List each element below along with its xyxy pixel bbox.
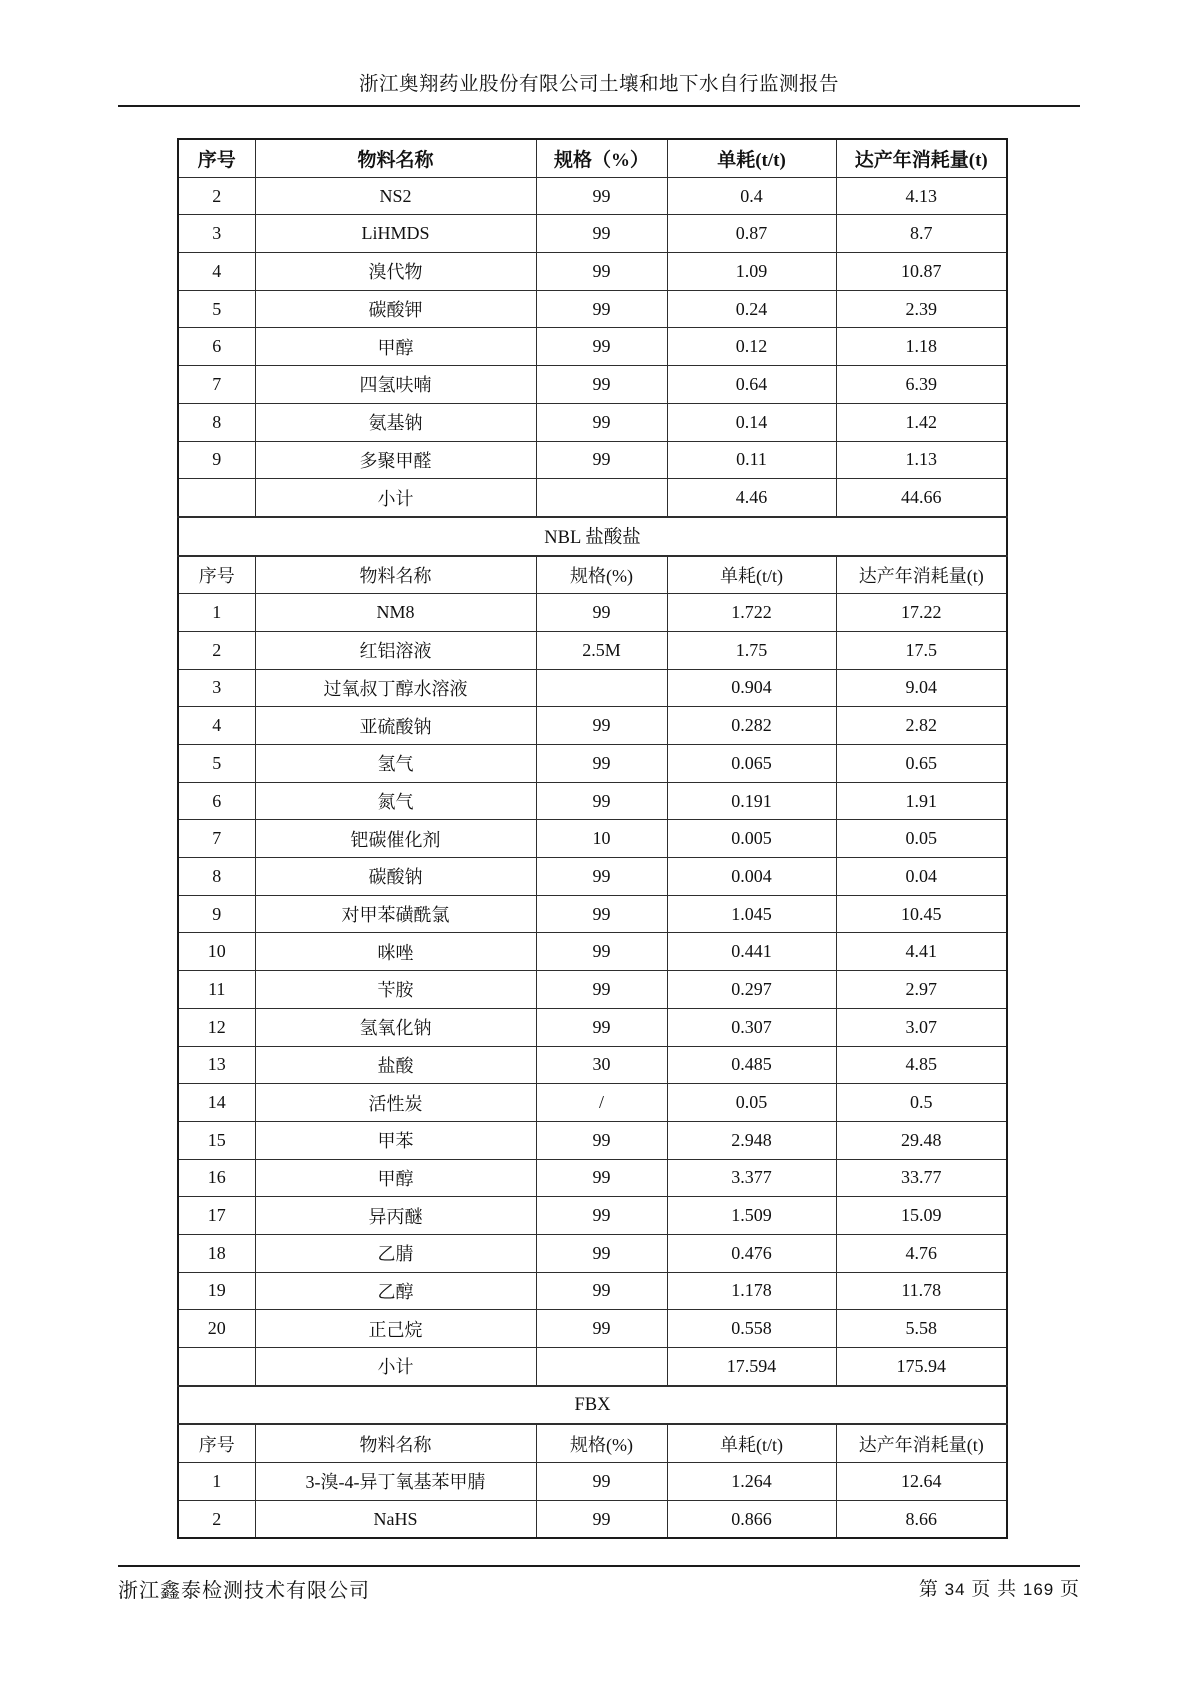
cell: 17.5	[836, 631, 1007, 669]
cell: 99	[536, 215, 667, 253]
cell: 1.75	[667, 631, 836, 669]
table-row	[178, 858, 1007, 896]
cell: 1	[178, 594, 255, 632]
cell: 1.42	[836, 403, 1007, 441]
header-cell: 规格（%）	[536, 139, 667, 177]
cell	[536, 1348, 667, 1386]
cell: 99	[536, 971, 667, 1009]
cell: 0.05	[836, 820, 1007, 858]
cell: 7	[178, 366, 255, 404]
header-cell: 物料名称	[255, 556, 536, 594]
cell: 乙腈	[255, 1234, 536, 1272]
cell: 5	[178, 745, 255, 783]
cell: 1.91	[836, 782, 1007, 820]
cell: 0.14	[667, 403, 836, 441]
page-number-current: 34	[944, 1580, 966, 1599]
table-row	[178, 215, 1007, 253]
page-label-suffix: 页	[1059, 1579, 1080, 1600]
cell: 钯碳催化剂	[255, 820, 536, 858]
cell: 小计	[255, 1348, 536, 1386]
cell: 4.46	[667, 479, 836, 517]
cell: 0.05	[667, 1084, 836, 1122]
header-cell: 规格(%)	[536, 1424, 667, 1462]
cell: 10	[178, 933, 255, 971]
cell: 99	[536, 858, 667, 896]
cell: 99	[536, 290, 667, 328]
cell: 0.866	[667, 1500, 836, 1538]
table-row	[178, 177, 1007, 215]
header-cell: 序号	[178, 1424, 255, 1462]
cell: 99	[536, 1008, 667, 1046]
footer-company: 浙江鑫泰检测技术有限公司	[118, 1580, 370, 1602]
table-row	[178, 1272, 1007, 1310]
table-row	[178, 1310, 1007, 1348]
cell: 12	[178, 1008, 255, 1046]
cell: 小计	[255, 479, 536, 517]
cell	[178, 479, 255, 517]
cell: 溴代物	[255, 253, 536, 291]
materials-table-body	[178, 139, 1007, 1538]
cell: LiHMDS	[255, 215, 536, 253]
cell: 99	[536, 1310, 667, 1348]
table-row	[178, 441, 1007, 479]
cell: 2	[178, 177, 255, 215]
header-cell: 物料名称	[255, 1424, 536, 1462]
cell: 8.66	[836, 1500, 1007, 1538]
table-row	[178, 1463, 1007, 1501]
page-title: 浙江奥翔药业股份有限公司土壤和地下水自行监测报告	[358, 74, 839, 95]
cell: 氢气	[255, 745, 536, 783]
cell: 2	[178, 1500, 255, 1538]
cell: 1	[178, 1463, 255, 1501]
cell: 33.77	[836, 1159, 1007, 1197]
cell: 1.264	[667, 1463, 836, 1501]
page-label-prefix: 第	[918, 1579, 939, 1600]
section-title-row	[178, 517, 1007, 556]
cell: 多聚甲醛	[255, 441, 536, 479]
cell: 0.558	[667, 1310, 836, 1348]
cell: 3	[178, 215, 255, 253]
cell: 99	[536, 328, 667, 366]
cell: 9.04	[836, 669, 1007, 707]
subtotal-row	[178, 1348, 1007, 1386]
cell: 4.13	[836, 177, 1007, 215]
table-row	[178, 328, 1007, 366]
cell: 咪唑	[255, 933, 536, 971]
table-row	[178, 1234, 1007, 1272]
materials-table	[177, 138, 1008, 1539]
header-row	[178, 139, 1007, 177]
table-row	[178, 745, 1007, 783]
cell: 99	[536, 366, 667, 404]
document-footer	[118, 1565, 1080, 1603]
cell: 8.7	[836, 215, 1007, 253]
table-row	[178, 971, 1007, 1009]
cell: 18	[178, 1234, 255, 1272]
cell: 99	[536, 1197, 667, 1235]
cell: 甲苯	[255, 1121, 536, 1159]
cell: /	[536, 1084, 667, 1122]
cell: 3.377	[667, 1159, 836, 1197]
cell: 0.04	[836, 858, 1007, 896]
header-row	[178, 1424, 1007, 1462]
cell: 6.39	[836, 366, 1007, 404]
cell: 99	[536, 707, 667, 745]
cell: 29.48	[836, 1121, 1007, 1159]
cell: 2.97	[836, 971, 1007, 1009]
table-row	[178, 1084, 1007, 1122]
header-cell: 单耗(t/t)	[667, 556, 836, 594]
cell: 0.24	[667, 290, 836, 328]
header-cell: 物料名称	[255, 139, 536, 177]
cell: 16	[178, 1159, 255, 1197]
cell: 10.45	[836, 895, 1007, 933]
cell: 6	[178, 782, 255, 820]
cell	[536, 669, 667, 707]
cell: 5	[178, 290, 255, 328]
cell: 1.13	[836, 441, 1007, 479]
cell: 99	[536, 177, 667, 215]
cell: 0.005	[667, 820, 836, 858]
cell: 15.09	[836, 1197, 1007, 1235]
cell: 0.297	[667, 971, 836, 1009]
cell: 2.39	[836, 290, 1007, 328]
cell: 20	[178, 1310, 255, 1348]
section-title-cell: FBX	[178, 1386, 1007, 1425]
cell: 1.178	[667, 1272, 836, 1310]
table-row	[178, 1008, 1007, 1046]
cell: 氨基钠	[255, 403, 536, 441]
cell: 氢氧化钠	[255, 1008, 536, 1046]
cell: 2.948	[667, 1121, 836, 1159]
cell: 17	[178, 1197, 255, 1235]
table-row	[178, 1500, 1007, 1538]
cell: 9	[178, 895, 255, 933]
cell: 12.64	[836, 1463, 1007, 1501]
cell: 99	[536, 1234, 667, 1272]
cell: 99	[536, 1463, 667, 1501]
cell: 13	[178, 1046, 255, 1084]
cell: NaHS	[255, 1500, 536, 1538]
table-row	[178, 403, 1007, 441]
table-row	[178, 1197, 1007, 1235]
cell: 红铝溶液	[255, 631, 536, 669]
cell: 甲醇	[255, 1159, 536, 1197]
table-row	[178, 820, 1007, 858]
cell: 4.41	[836, 933, 1007, 971]
table-row	[178, 366, 1007, 404]
cell: 0.307	[667, 1008, 836, 1046]
cell: 3	[178, 669, 255, 707]
table-row	[178, 933, 1007, 971]
cell: 4	[178, 253, 255, 291]
cell: 甲醇	[255, 328, 536, 366]
cell: 0.4	[667, 177, 836, 215]
cell: 30	[536, 1046, 667, 1084]
section-title-cell: NBL 盐酸盐	[178, 517, 1007, 556]
table-row	[178, 1159, 1007, 1197]
table-row	[178, 1121, 1007, 1159]
cell: 99	[536, 1121, 667, 1159]
cell: 11	[178, 971, 255, 1009]
cell: 11.78	[836, 1272, 1007, 1310]
cell: 10	[536, 820, 667, 858]
cell: 0.065	[667, 745, 836, 783]
cell: 15	[178, 1121, 255, 1159]
table-row	[178, 631, 1007, 669]
cell	[178, 1348, 255, 1386]
cell: 19	[178, 1272, 255, 1310]
header-cell: 单耗(t/t)	[667, 139, 836, 177]
cell: 2.5M	[536, 631, 667, 669]
cell: 0.87	[667, 215, 836, 253]
header-cell: 单耗(t/t)	[667, 1424, 836, 1462]
cell: 活性炭	[255, 1084, 536, 1122]
table-row	[178, 290, 1007, 328]
cell: 0.5	[836, 1084, 1007, 1122]
cell: NM8	[255, 594, 536, 632]
header-cell: 达产年消耗量(t)	[836, 1424, 1007, 1462]
cell: 0.191	[667, 782, 836, 820]
cell: 四氢呋喃	[255, 366, 536, 404]
header-row	[178, 556, 1007, 594]
document-header	[118, 68, 1080, 107]
cell: 0.004	[667, 858, 836, 896]
cell: 99	[536, 933, 667, 971]
header-cell: 达产年消耗量(t)	[836, 556, 1007, 594]
cell: 14	[178, 1084, 255, 1122]
table-row	[178, 253, 1007, 291]
cell: 99	[536, 1500, 667, 1538]
cell: 氮气	[255, 782, 536, 820]
cell: 3-溴-4-异丁氧基苯甲腈	[255, 1463, 536, 1501]
cell: 7	[178, 820, 255, 858]
cell: 0.282	[667, 707, 836, 745]
cell: 99	[536, 782, 667, 820]
cell: 0.441	[667, 933, 836, 971]
cell: 碳酸钠	[255, 858, 536, 896]
header-cell: 达产年消耗量(t)	[836, 139, 1007, 177]
cell: 3.07	[836, 1008, 1007, 1046]
header-cell: 序号	[178, 139, 255, 177]
cell: 0.65	[836, 745, 1007, 783]
page-label-mid: 页 共	[971, 1579, 1018, 1600]
cell: 0.904	[667, 669, 836, 707]
table-row	[178, 669, 1007, 707]
cell: 99	[536, 1159, 667, 1197]
cell: 碳酸钾	[255, 290, 536, 328]
cell: 异丙醚	[255, 1197, 536, 1235]
cell: 过氧叔丁醇水溶液	[255, 669, 536, 707]
cell: 正己烷	[255, 1310, 536, 1348]
cell: 9	[178, 441, 255, 479]
header-cell: 序号	[178, 556, 255, 594]
cell: 99	[536, 895, 667, 933]
cell: 1.09	[667, 253, 836, 291]
page-number-total: 169	[1022, 1580, 1055, 1599]
table-row	[178, 782, 1007, 820]
cell	[536, 479, 667, 517]
cell: 0.485	[667, 1046, 836, 1084]
cell: 1.509	[667, 1197, 836, 1235]
cell: 对甲苯磺酰氯	[255, 895, 536, 933]
cell: NS2	[255, 177, 536, 215]
cell: 1.045	[667, 895, 836, 933]
cell: 2	[178, 631, 255, 669]
cell: 8	[178, 403, 255, 441]
cell: 4	[178, 707, 255, 745]
cell: 0.12	[667, 328, 836, 366]
cell: 99	[536, 253, 667, 291]
cell: 0.476	[667, 1234, 836, 1272]
cell: 0.11	[667, 441, 836, 479]
cell: 99	[536, 745, 667, 783]
cell: 8	[178, 858, 255, 896]
subtotal-row	[178, 479, 1007, 517]
cell: 1.722	[667, 594, 836, 632]
header-cell: 规格(%)	[536, 556, 667, 594]
cell: 2.82	[836, 707, 1007, 745]
cell: 盐酸	[255, 1046, 536, 1084]
cell: 苄胺	[255, 971, 536, 1009]
table-row	[178, 594, 1007, 632]
cell: 亚硫酸钠	[255, 707, 536, 745]
table-row	[178, 895, 1007, 933]
cell: 17.22	[836, 594, 1007, 632]
cell: 5.58	[836, 1310, 1007, 1348]
cell: 99	[536, 1272, 667, 1310]
cell: 6	[178, 328, 255, 366]
cell: 0.64	[667, 366, 836, 404]
cell: 44.66	[836, 479, 1007, 517]
cell: 10.87	[836, 253, 1007, 291]
table-row	[178, 1046, 1007, 1084]
cell: 99	[536, 594, 667, 632]
cell: 17.594	[667, 1348, 836, 1386]
cell: 4.76	[836, 1234, 1007, 1272]
table-row	[178, 707, 1007, 745]
cell: 1.18	[836, 328, 1007, 366]
footer-page-info	[919, 1574, 1080, 1601]
cell: 175.94	[836, 1348, 1007, 1386]
cell: 99	[536, 441, 667, 479]
section-title-row	[178, 1386, 1007, 1425]
cell: 99	[536, 403, 667, 441]
cell: 乙醇	[255, 1272, 536, 1310]
cell: 4.85	[836, 1046, 1007, 1084]
